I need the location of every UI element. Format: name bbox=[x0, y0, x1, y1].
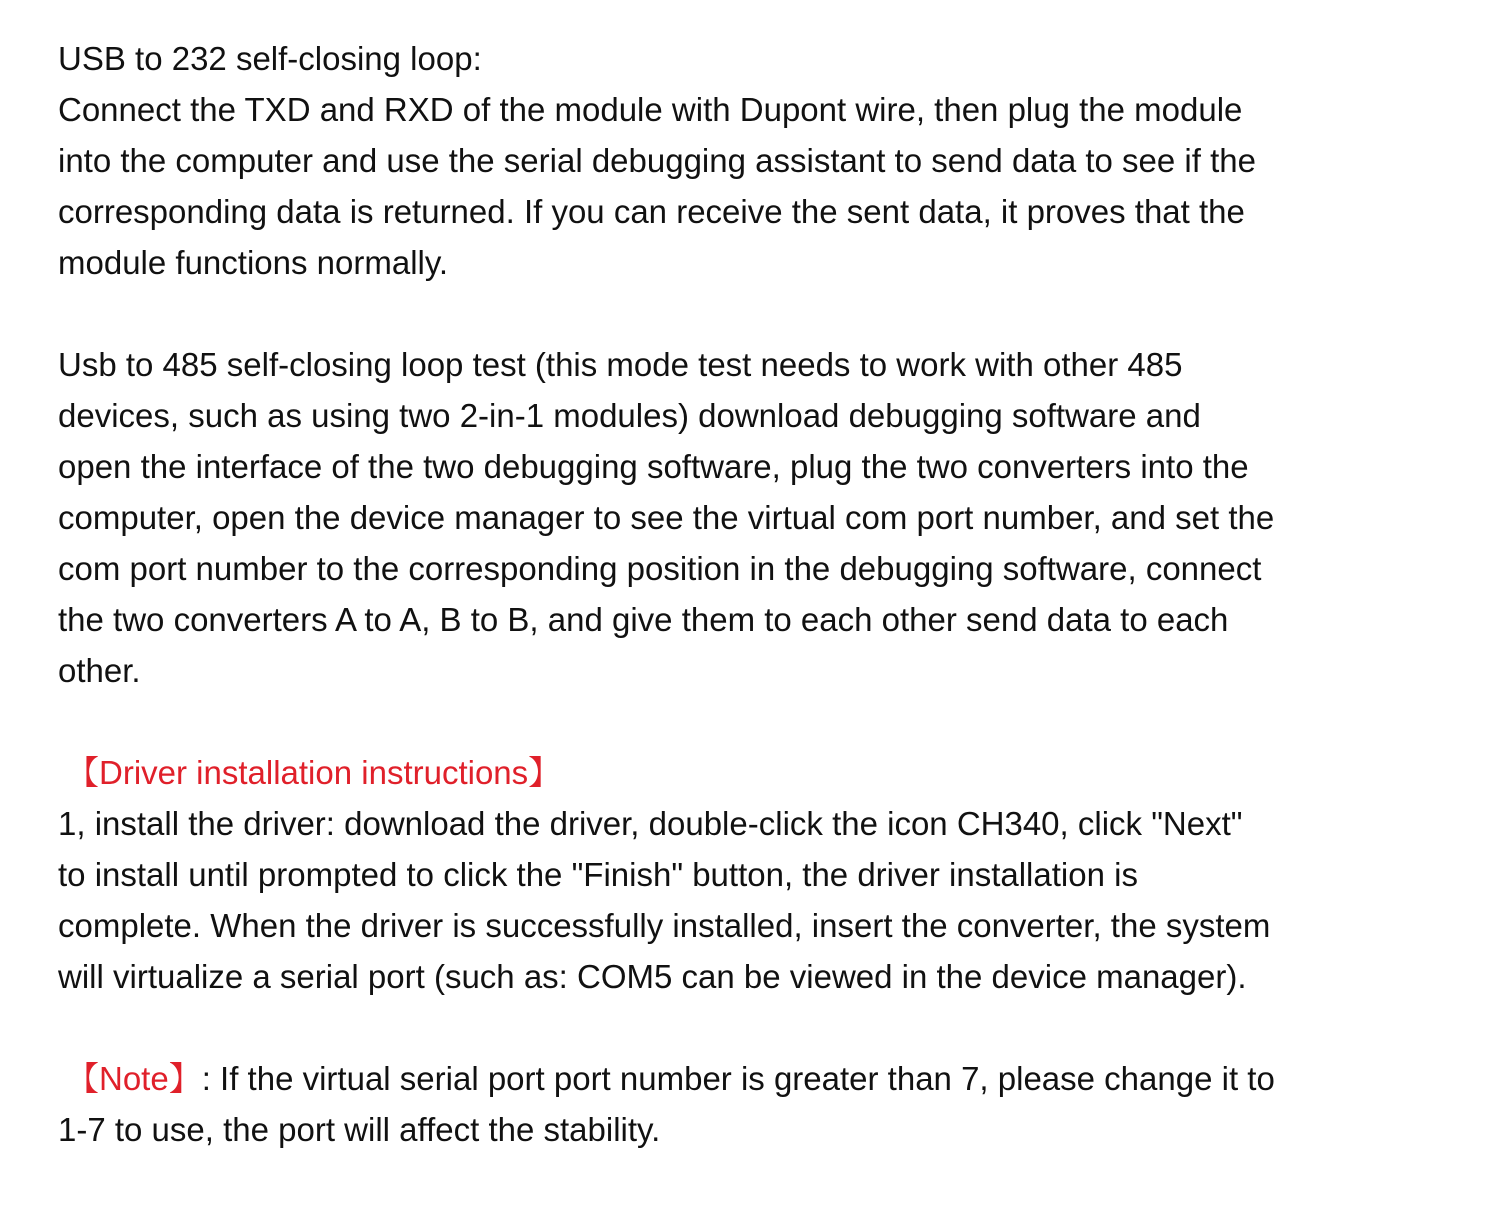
spacer bbox=[58, 1002, 1498, 1053]
section3-line: to install until prompted to click the "Finish" button, the driver installation is bbox=[58, 856, 1138, 893]
section2-line: other. bbox=[58, 652, 141, 689]
section1-line: into the computer and use the serial debugging assistant to send data to see if the bbox=[58, 142, 1256, 179]
section3-line: 1, install the driver: download the driver, double-click the icon CH340, click "Next" bbox=[58, 805, 1243, 842]
section2-line: the two converters A to A, B to B, and give them to each other send data to each bbox=[58, 601, 1229, 638]
spacer bbox=[58, 288, 1498, 339]
section2-line: Usb to 485 self-closing loop test (this mode test needs to work with other 485 bbox=[58, 346, 1183, 383]
section1-line: corresponding data is returned. If you can receive the sent data, it proves that the bbox=[58, 193, 1245, 230]
section2-line: devices, such as using two 2-in-1 modules) download debugging software and bbox=[58, 397, 1201, 434]
section1-line: Connect the TXD and RXD of the module with Dupont wire, then plug the module bbox=[58, 91, 1243, 128]
section1-line: module functions normally. bbox=[58, 244, 449, 281]
spacer bbox=[58, 696, 1498, 747]
note-text: : If the virtual serial port port number is greater than 7, please change it to bbox=[201, 1060, 1275, 1097]
note-line-2: 1-7 to use, the port will affect the stability. bbox=[58, 1111, 661, 1148]
document bbox=[58, 33, 1498, 1155]
section1-title: USB to 232 self-closing loop: bbox=[58, 40, 482, 77]
section2-line: open the interface of the two debugging software, plug the two converters into the bbox=[58, 448, 1249, 485]
note-line bbox=[66, 1053, 1498, 1104]
section3-line: complete. When the driver is successfully installed, insert the converter, the system bbox=[58, 907, 1271, 944]
section3-line: will virtualize a serial port (such as: COM5 can be viewed in the device manager). bbox=[58, 958, 1247, 995]
section2-line: computer, open the device manager to see the virtual com port number, and set the bbox=[58, 499, 1275, 536]
driver-heading: 【Driver installation instructions】 bbox=[66, 754, 562, 791]
note-label: 【Note】 bbox=[66, 1060, 202, 1097]
section2-line: com port number to the corresponding position in the debugging software, connect bbox=[58, 550, 1262, 587]
